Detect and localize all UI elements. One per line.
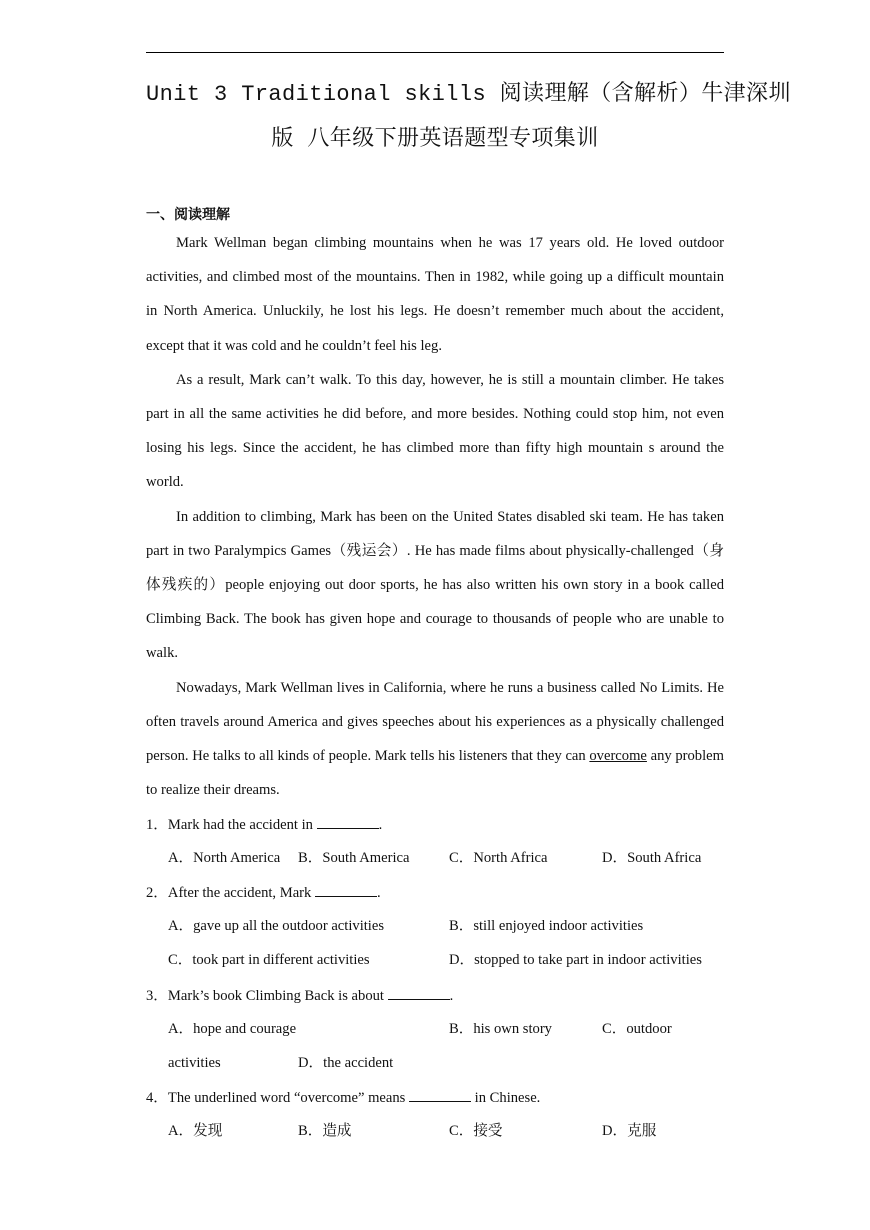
passage-paragraph-1: Mark Wellman began climbing mountains when he was 17 years old. He loved outdoor activities, and climbed most of the mountains. Then in 1982, while going up a difficult mountain in North America. Unluckily, he lost his legs. He doesn’t remember much about the accident, except that it was cold and he couldn’t feel his leg. [146, 235, 724, 354]
q4-option-d[interactable]: D．克服 [602, 1123, 657, 1139]
question-1: 1．Mark had the accident in . [146, 814, 382, 835]
q3-option-d[interactable]: D．the accident [298, 1055, 394, 1071]
q1-option-a[interactable]: A．North America [168, 850, 281, 866]
document-title-line-2: 版 八年级下册英语题型专项集训 [271, 127, 599, 152]
q4-option-c[interactable]: C．接受 [449, 1123, 503, 1139]
passage-paragraph-3: In addition to climbing, Mark has been on the United States disabled ski team. He has taken part in two Paralympics Games（残运会）. He has made films about physically-challenged（身体残疾的）people enjoying out door sports, he has also written his own story in a book called Climbing Back. The book has given hope and courage to thousands of people who are unable to walk. [146, 508, 724, 662]
question-stem: After the accident, Mark [167, 885, 315, 901]
q1-option-d[interactable]: D．South Africa [602, 850, 702, 866]
q3-option-c[interactable]: C．outdoor [602, 1021, 672, 1037]
answer-blank [409, 1087, 471, 1102]
question-stem: Mark’s book Climbing Back is about [167, 988, 388, 1004]
question-4: 4．The underlined word “overcome” means in Chinese. [146, 1087, 540, 1108]
passage-paragraph-2: As a result, Mark can’t walk. To this day, however, he is still a mountain climber. He takes part in all the same activities he did before, and more besides. Nothing could stop him, not even losing his legs. Since the accident, he has climbed more than fifty high mountain s around the world. [146, 371, 724, 491]
question-number: 2． [146, 885, 168, 901]
q4-option-a[interactable]: A．发现 [168, 1123, 223, 1139]
answer-blank [315, 882, 377, 897]
passage-paragraph-4 [146, 671, 724, 808]
reading-passage [146, 226, 724, 807]
document-title-line-1: Unit 3 Traditional skills 阅读理解（含解析）牛津深圳 [146, 82, 791, 107]
question-stem: The underlined word “overcome” means [167, 1090, 410, 1106]
q2-option-b[interactable]: B．still enjoyed indoor activities [449, 918, 644, 934]
answer-blank [317, 814, 379, 829]
q1-option-b[interactable]: B．South America [298, 850, 410, 866]
q3-option-b[interactable]: B．his own story [449, 1021, 552, 1037]
question-stem: Mark had the accident in [167, 817, 317, 833]
q4-option-b[interactable]: B．造成 [298, 1123, 352, 1139]
top-rule [146, 52, 724, 53]
q3-option-c-continued[interactable]: activities [168, 1055, 221, 1071]
question-number: 4． [146, 1090, 168, 1106]
q2-option-c[interactable]: C．took part in different activities [168, 952, 370, 968]
question-2: 2．After the accident, Mark . [146, 882, 381, 903]
q2-option-a[interactable]: A．gave up all the outdoor activities [168, 918, 385, 934]
question-number: 3． [146, 988, 168, 1004]
underlined-word: overcome [589, 748, 647, 765]
section-heading: 一、阅读理解 [146, 207, 230, 223]
q1-option-c[interactable]: C．North Africa [449, 850, 548, 866]
question-3: 3．Mark’s book Climbing Back is about . [146, 985, 453, 1006]
answer-blank [388, 985, 450, 1000]
paragraph-4-text-after: any problem to realize their dreams. [146, 748, 724, 799]
q2-option-d[interactable]: D．stopped to take part in indoor activities [449, 952, 702, 968]
paragraph-4-text-before: Nowadays, Mark Wellman lives in California, where he runs a business called No Limits. He often travels around America and gives speeches about his experiences as a physically challenged person. He talks to all kinds of people. Mark tells his listeners that they can [146, 679, 724, 765]
question-number: 1． [146, 817, 168, 833]
q3-option-a[interactable]: A．hope and courage [168, 1021, 297, 1037]
